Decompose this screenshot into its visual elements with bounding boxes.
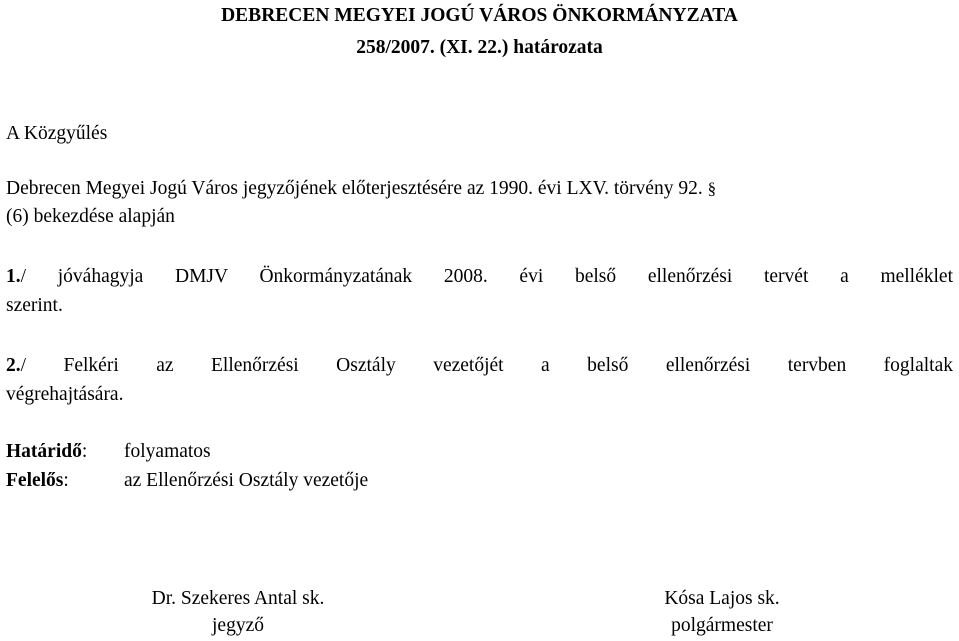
deadline-row bbox=[6, 440, 211, 464]
deadline-colon: : bbox=[81, 441, 88, 462]
signature-notary bbox=[100, 587, 376, 638]
point-1-number: 1. bbox=[6, 266, 21, 287]
signature-name: Dr. Szekeres Antal sk. bbox=[151, 588, 325, 609]
signature-title: polgármester bbox=[671, 615, 773, 636]
point-1-text: / jóváhagyja DMJV Önkormányzatának 2008. évi belső ellenőrzési tervét a melléklet bbox=[20, 266, 953, 287]
point-1-line-2: szerint. bbox=[6, 295, 63, 316]
point-2-text: / Felkéri az Ellenőrzési Osztály vezetőjét a belső ellenőrzési tervben foglaltak bbox=[20, 355, 953, 376]
point-2-line-1 bbox=[6, 354, 953, 378]
deadline-label: Határidő bbox=[6, 441, 82, 462]
responsible-colon: : bbox=[63, 470, 69, 491]
basis-line-2: (6) bekezdése alapján bbox=[6, 206, 175, 227]
subject-line: A Közgyűlés bbox=[6, 123, 108, 144]
basis-line-1 bbox=[6, 177, 716, 201]
deadline-value: folyamatos bbox=[124, 441, 211, 462]
point-2-number: 2. bbox=[6, 355, 21, 376]
resolution-number: 258/2007. (XI. 22.) határozata bbox=[356, 37, 603, 58]
responsible-value: az Ellenőrzési Osztály vezetője bbox=[124, 470, 369, 491]
responsible-row bbox=[6, 469, 368, 493]
signature-mayor bbox=[612, 587, 832, 638]
section-symbol: § bbox=[707, 179, 717, 198]
responsible-label: Felelős bbox=[6, 470, 64, 491]
basis-text: Debrecen Megyei Jogú Város jegyzőjének előterjesztésére az 1990. évi LXV. törvény 92. bbox=[6, 178, 703, 199]
signature-title: jegyző bbox=[212, 615, 264, 636]
org-heading: DEBRECEN MEGYEI JOGÚ VÁROS ÖNKORMÁNYZATA bbox=[221, 5, 738, 26]
point-2-line-2: végrehajtására. bbox=[6, 384, 124, 405]
point-1-line-1 bbox=[6, 265, 953, 289]
signature-name: Kósa Lajos sk. bbox=[664, 588, 780, 609]
